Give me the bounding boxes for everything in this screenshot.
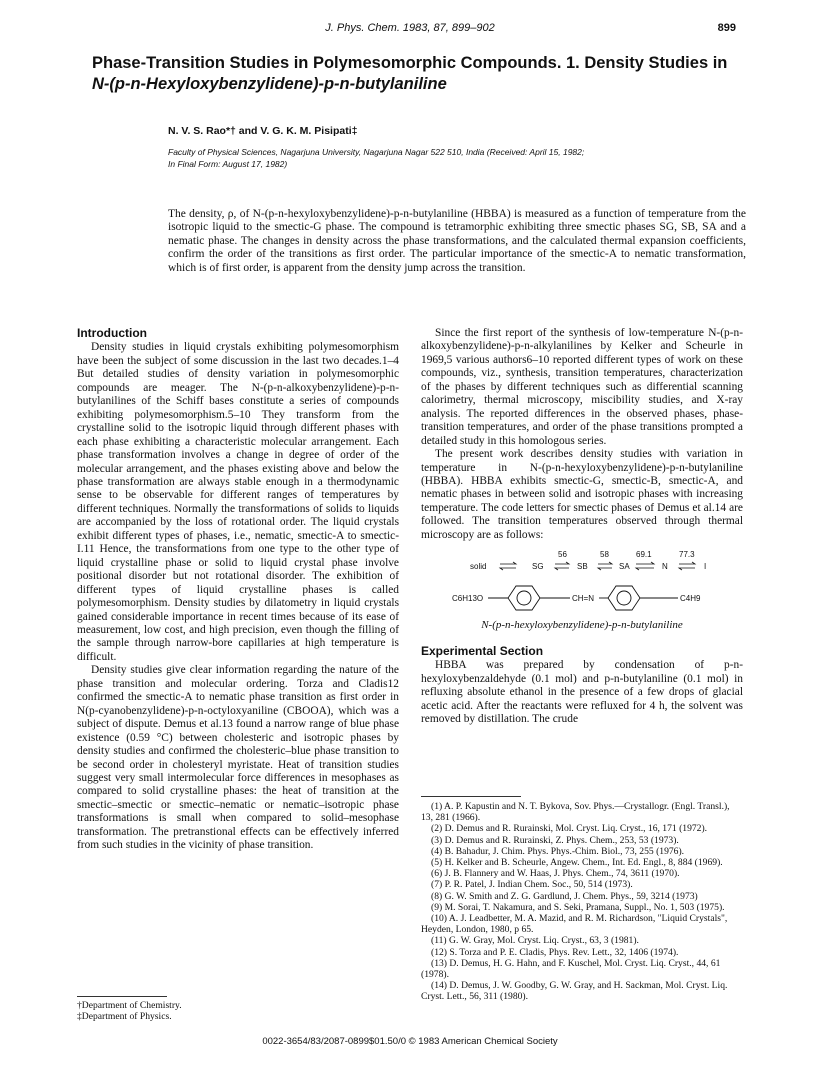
- phase-sg: SG: [532, 562, 544, 572]
- experimental-heading: Experimental Section: [421, 643, 544, 658]
- footnote-rule: [77, 996, 167, 997]
- footnote-chemistry: †Department of Chemistry.: [77, 1000, 182, 1011]
- formula-butyl: C4H9: [680, 594, 701, 604]
- affiliation-line-1: Faculty of Physical Sciences, Nagarjuna University, Nagarjuna Nagar 522 510, India (Received: April 15, 1982;: [168, 147, 585, 157]
- abstract: The density, ρ, of N-(p-n-hexyloxybenzylidene)-p-n-butylaniline (HBBA) is measured as a function of temperature from the isotropic liquid to the smectic-G phase. The compound is tetramorphic exhibiting three smectic phases SG, SB, SA and a nematic phase. The changes in density across the phase transformations, and the calculated thermal expansion coefficients, confirm the order of the transitions as first order. The particular importance of the smectic-A to nematic transformation, which is of first order, is apparent from the density jump across the transition.: [168, 208, 746, 274]
- phase-i: I: [704, 562, 707, 572]
- reference-11: (11) G. W. Gray, Mol. Cryst. Liq. Cryst., 63, 3 (1981).: [431, 935, 639, 947]
- phase-n: N: [662, 562, 668, 572]
- intro-paragraph-2: Density studies give clear information regarding the nature of the phase transition and molecular ordering. Torza and Cladis12 confirmed the smectic-A to nematic phase transition as first order in N(p-cyanobenzylidene)-p-n-octyloxyaniline (CBOOA), which was a subject of dispute. Demus et al.13 found a narrow range of blue phase existence (0.59 °C) between cholesteric and isotropic phases by density studies and confirmed the cholesteric–blue phase transition to be second order in cholesteryl myristate. Heat of transition studies suggest very small intermolecular force differences in mesophases as compared to solid crystalline phases: the heat of transition at the smectic–smectic or smectic–nematic or nematic–isotropic phase transformations is small when compared to solid–mesophase transformation. The pretranstional effects can be effectively inferred from such studies in the vicinity of phase transition.: [77, 664, 399, 852]
- phase-sb: SB: [577, 562, 588, 572]
- reference-7: (7) P. R. Patel, J. Indian Chem. Soc., 50, 514 (1973).: [431, 879, 633, 891]
- phase-solid: solid: [470, 562, 487, 572]
- left-column: [77, 327, 399, 853]
- reference-4: (4) B. Bahadur, J. Chim. Phys. Phys.-Chim. Biol., 73, 255 (1976).: [431, 845, 685, 857]
- phase-scheme: [421, 546, 743, 616]
- scheme-caption: N-(p-n-hexyloxybenzylidene)-p-n-butylaniline: [481, 619, 683, 632]
- formula-alkoxy: C6H13O: [452, 594, 484, 604]
- right-paragraph-1: Since the first report of the synthesis of low-temperature N-(p-n-alkoxybenzylidene)-p-n-alkylanilines by Kelker and Scheurle in 1969,5 various authors6–10 reported different types of work on these compounds, viz., synthesis, transition temperatures, characterization of the phases by different techniques such as differential scanning calorimetry, thermal microscopy, miscibility studies, and X-ray analysis. The reported differences in the observed phases, phase-transition temperatures, and order of the phase transitions prompted a detailed study in this homologous series.: [421, 327, 743, 447]
- title-line-2: N-(p-n-Hexyloxybenzylidene)-p-n-butylaniline: [92, 75, 447, 93]
- intro-paragraph-1: Density studies in liquid crystals exhibiting polymesomorphism have been the subject of some discussion in the last two decades.1–4 But detailed studies of density variation in polymesomorphic compounds are meager. The N-(p-n-alkoxybenzylidene)-p-n-butylanilines of the Schiff bases constitute a series of compounds exhibiting polymesomorphism.5–10 They transform from the crystalline solid to the isotropic liquid through different phases with each phase exhibiting a characteristic molecular arrangement. Each phase transformation involves a change in degree of order of the molecular arrangement, and the phases existing above and below the phase transformation are always stable enough in a thermodynamic sense to be observable for different ranges of temperatures by different techniques. Normally the transformations of solids to liquids are accompanied by the loss of rotational order. The liquid crystals exhibit different types of phases, i.e., nematic, smectic-A to smectic-I.11 Hence, the transformations from one type to the other type of liquid crystalline phase or solid to liquid crystal phase involve positional disorder but not rotational disorder. The exhibition of different types of liquid crystalline phases is called polymesomorphism. Density studies by dilatometry in liquid crystals gained considerable importance in recent times because of its ease of measurement, low cost, and high precision, even though the filling of the sample through narrow-bore capillaries at high temperature is difficult.: [77, 341, 399, 663]
- page-number: 899: [717, 22, 736, 34]
- temp-3: 69.1: [636, 550, 652, 560]
- temp-2: 58: [600, 550, 609, 560]
- footnotes: [77, 996, 399, 1022]
- reference-12: (12) S. Torza and P. E. Cladis, Phys. Rev. Lett., 32, 1406 (1974).: [431, 946, 679, 958]
- article-title: [92, 53, 752, 95]
- reference-3: (3) D. Demus and R. Rurainski, Z. Phys. Chem., 253, 53 (1973).: [431, 834, 679, 846]
- reference-13: (13) D. Demus, H. G. Hahn, and F. Kuschel, Mol. Cryst. Liq. Cryst., 44, 61 (1978).: [421, 957, 721, 981]
- introduction-heading: Introduction: [77, 326, 147, 340]
- reference-1: (1) A. P. Kapustin and N. T. Bykova, Sov. Phys.—Crystallogr. (Engl. Transl.), 13, 281 (1966).: [421, 801, 730, 824]
- authors: N. V. S. Rao*† and V. G. K. M. Pisipati‡: [168, 125, 358, 137]
- phase-sequence-diagram: [422, 546, 742, 616]
- affiliation-line-2: In Final Form: August 17, 1982): [168, 159, 288, 169]
- references: [421, 796, 743, 1003]
- title-line-1: Phase-Transition Studies in Polymesomorphic Compounds. 1. Density Studies in: [92, 54, 728, 72]
- temp-1: 56: [558, 550, 567, 560]
- references-rule: [421, 796, 521, 797]
- reference-5: (5) H. Kelker and B. Scheurle, Angew. Chem., Int. Ed. Engl., 8, 884 (1969).: [431, 857, 723, 869]
- reference-10: (10) A. J. Leadbetter, M. A. Mazid, and R. M. Richardson, "Liquid Crystals", Heyden, London, 1980, p 65.: [421, 913, 728, 936]
- reference-14: (14) D. Demus, J. W. Goodby, G. W. Gray, and H. Sackman, Mol. Cryst. Liq. Cryst. Lett., 56, 311 (1980).: [421, 980, 728, 1003]
- reference-6: (6) J. B. Flannery and W. Haas, J. Phys. Chem., 74, 3611 (1970).: [431, 868, 680, 880]
- right-paragraph-2: The present work describes density studies with variation in temperature in N-(p-n-hexyloxybenzylidene)-p-n-butylaniline (HBBA). HBBA exhibits smectic-G, smectic-B, smectic-A, and nematic phases in between solid and isotropic phases with increasing temperature. The code letters for smectic phases of Demus et al.14 are followed. The transition temperatures observed through thermal microscopy are as follows:: [421, 448, 743, 541]
- copyright-footer: 0022-3654/83/2087-0899$01.50/0 © 1983 American Chemical Society: [262, 1036, 558, 1047]
- footnote-physics: ‡Department of Physics.: [77, 1011, 172, 1022]
- phase-sa: SA: [619, 562, 630, 572]
- journal-citation: J. Phys. Chem. 1983, 87, 899–902: [325, 22, 495, 34]
- formula-imine: CH=N: [572, 594, 595, 604]
- reference-9: (9) M. Sorai, T. Nakamura, and S. Seki, Pramana, Suppl., No. 1, 503 (1975).: [431, 901, 725, 913]
- affiliation: [168, 146, 728, 170]
- right-column: [421, 327, 743, 726]
- reference-2: (2) D. Demus and R. Rurainski, Mol. Cryst. Liq. Cryst., 16, 171 (1972).: [431, 823, 708, 835]
- experimental-paragraph: HBBA was prepared by condensation of p-n-hexyloxybenzaldehyde (0.1 mol) and p-n-butylaniline (0.1 mol) in refluxing absolute ethanol in the presence of a few drops of glacial acetic acid. After the reactants were refluxed for 4 h, the solvent was removed by distillation. The crude: [421, 659, 743, 725]
- running-header: [0, 22, 820, 38]
- temp-4: 77.3: [679, 550, 695, 560]
- reference-8: (8) G. W. Smith and Z. G. Gardlund, J. Chem. Phys., 59, 3214 (1973): [431, 890, 698, 902]
